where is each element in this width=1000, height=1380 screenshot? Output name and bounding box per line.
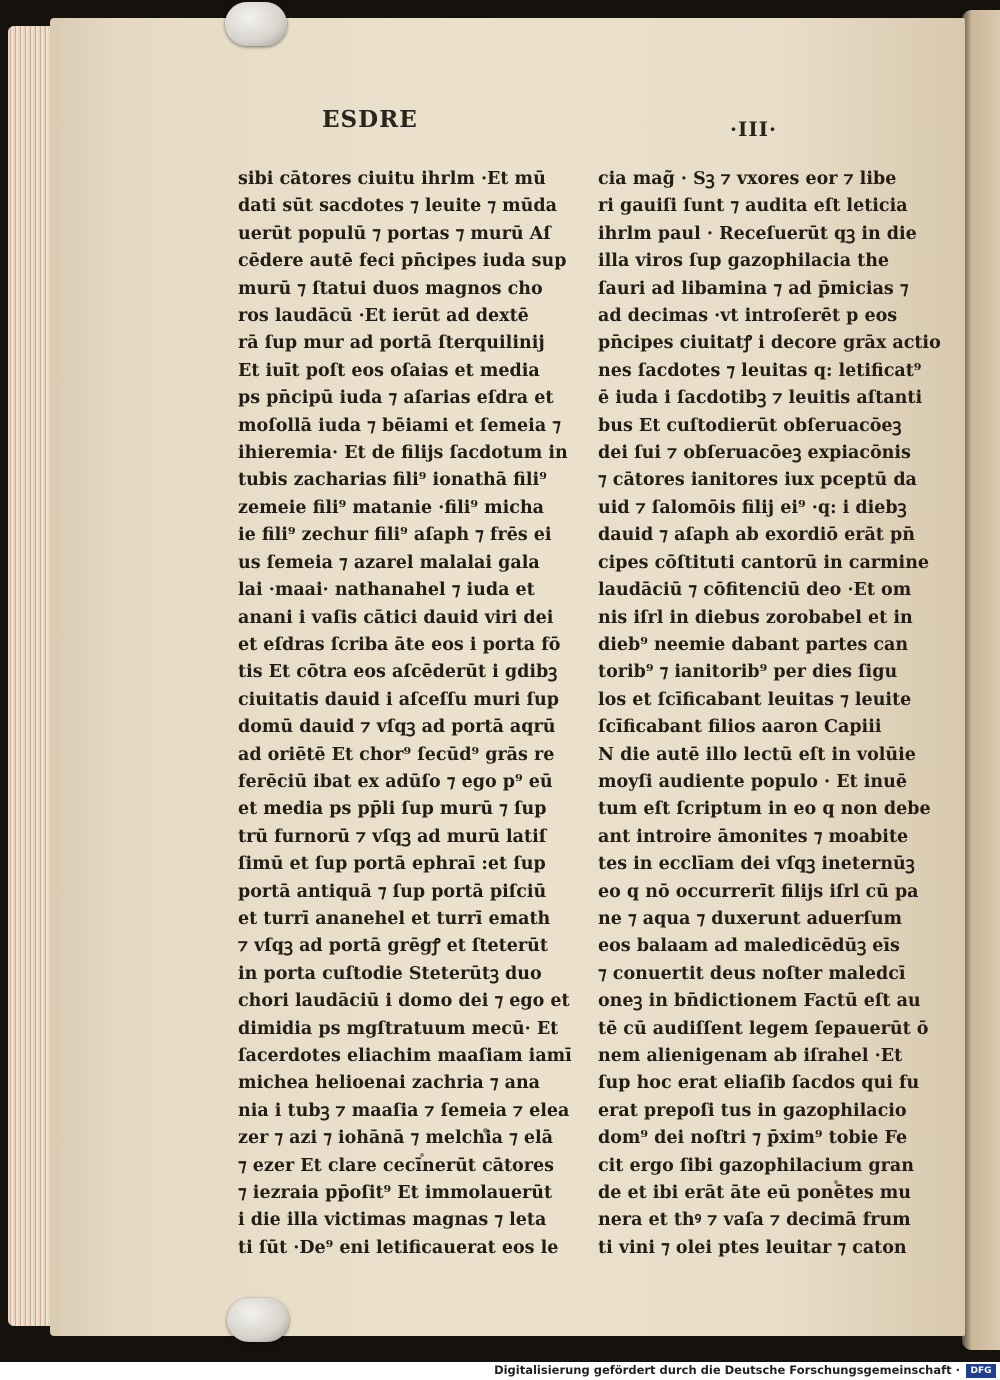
text-line: moyſi audiente populo · Et inuē bbox=[598, 771, 907, 792]
text-line: lai ·maai· nathanahel ⁊ iuda et bbox=[238, 580, 535, 601]
text-line: ⁊ iezraia pp̄oſit⁹ Et immolauerūt bbox=[238, 1183, 553, 1204]
text-line: et media ps pp̄li ſup murū ⁊ ſup bbox=[238, 799, 547, 820]
text-line: ferēciū ibat ex adūſo ⁊ ego p⁹ eū bbox=[238, 771, 553, 792]
text-line: los et ſcīficabant leuitas ⁊ leuite bbox=[598, 689, 912, 710]
text-line: ſacerdotes eliachim maaſiam iamī bbox=[238, 1046, 572, 1066]
digitization-credit: Digitalisierung gefördert durch die Deutsche Forschungsgemeinschaft · bbox=[494, 1363, 960, 1377]
text-line: ps pn̄cipū iuda ⁊ aſarias eſdra et bbox=[238, 388, 554, 409]
text-line: pn̄cipes ciuitatꝭ i decore grāx actio bbox=[598, 333, 941, 354]
text-line: ad oriētē Et chor⁹ ſecūd⁹ grās re bbox=[238, 744, 555, 765]
text-line: chori laudāciū i domo dei ⁊ ego et bbox=[238, 991, 570, 1012]
text-line: ⁊ ezer Et clare cecīnerūt cātores bbox=[238, 1155, 554, 1176]
text-line: oneꝫ in bn̄dictionem Factū eſt au bbox=[598, 991, 921, 1012]
text-line: nem alienigenam ab iſrahel ·Et bbox=[598, 1046, 903, 1066]
text-line: dauid ⁊ aſaph ab exordiō erāt pn̄ bbox=[598, 525, 915, 546]
text-line: zemeie fili⁹ matanie ·fili⁹ micha bbox=[238, 497, 545, 518]
text-line: moſollā iuda ⁊ bēiami et ſemeia ⁊ bbox=[238, 415, 561, 436]
text-line: ſcīficabant filios aaron Capiii bbox=[598, 717, 882, 738]
text-column-right bbox=[598, 166, 941, 1262]
text-line: trū furnorū ⁊ vſqꝫ ad murū latiſ bbox=[238, 826, 547, 847]
text-line: tis Et cōtra eos aſcēderūt i gdibꝫ bbox=[238, 662, 558, 683]
text-line: cipes cōſtituti cantorū in carmine bbox=[598, 552, 930, 573]
text-line: ⁊ vſqꝫ ad portā grēgꝭ et ſteterūt bbox=[238, 936, 548, 957]
text-line: ciuitatis dauid i aſceſſu muri ſup bbox=[238, 689, 560, 710]
text-line: dom⁹ dei noſtri ⁊ p̄xim⁹ tobie Fe bbox=[598, 1128, 908, 1149]
text-line: ad decimas ·vt introſerēt p eos bbox=[598, 306, 898, 327]
text-line: de et ibi erāt āte eū ponētes mu bbox=[598, 1183, 912, 1204]
text-line: murū ⁊ ſtatui duos magnos cho bbox=[238, 278, 543, 299]
text-line: N die autē illo lectū eſt in volūie bbox=[598, 744, 916, 765]
text-line: nera et thꝰ ⁊ vaſa ⁊ decimā frum bbox=[598, 1210, 911, 1231]
text-line: eo q nō occurrerīt filijs iſrl cū pa bbox=[598, 881, 919, 902]
text-line: ne ⁊ aqua ⁊ duxerunt aduerſum bbox=[598, 908, 903, 929]
text-line: cia mag̃ · Sꝫ ⁊ vxores eor ⁊ libe bbox=[598, 169, 897, 189]
text-line: tubis zacharias fili⁹ ionathā fili⁹ bbox=[238, 470, 547, 491]
text-line: cit ergo ſibi gazophilacium gran bbox=[598, 1155, 914, 1176]
text-line: dieb⁹ neemie dabant partes can bbox=[598, 634, 909, 655]
text-line: Et iuīt poſt eos oſaias et media bbox=[238, 360, 540, 381]
next-page-edge bbox=[962, 10, 1000, 1350]
text-line: eos balaam ad maledicēdūꝫ eīs bbox=[598, 936, 900, 957]
dfg-logo-icon: DFG bbox=[966, 1364, 996, 1378]
text-line: domū dauid ⁊ vſqꝫ ad portā aqrū bbox=[238, 717, 556, 738]
text-line: ſauri ad libamina ⁊ ad p̄micias ⁊ bbox=[598, 278, 909, 299]
text-line: et turrī ananehel et turrī emath bbox=[238, 908, 551, 929]
text-line: dimidia ps mgſtratuum mecū· Et bbox=[238, 1018, 559, 1039]
text-line: tē cū audiſſent legem ſepauerūt ō bbox=[598, 1018, 929, 1039]
text-line: et eſdras ſcriba āte eos i porta fō bbox=[238, 634, 561, 655]
text-line: portā antiquā ⁊ ſup portā piſciū bbox=[238, 881, 547, 902]
text-line: dati sūt sacdotes ⁊ leuite ⁊ mūda bbox=[238, 196, 557, 217]
text-line: ihrlm paul · Receſuerūt qꝫ in die bbox=[598, 223, 917, 244]
text-line: nis iſrl in diebus zorobabel et in bbox=[598, 607, 913, 628]
text-line: ros laudācū ·Et ierūt ad dextē bbox=[238, 306, 529, 327]
book-clip-top bbox=[225, 2, 287, 46]
page-stack-edges bbox=[8, 26, 52, 1326]
text-line: ti vini ⁊ olei ptes leuitar ⁊ caton bbox=[598, 1237, 907, 1258]
text-line: ſimū et ſup portā ephraī :et ſup bbox=[238, 854, 546, 875]
text-line: laudāciū ⁊ cōfitenciū deo ·Et om bbox=[598, 580, 912, 601]
text-line: tum eſt ſcriptum in eo q non debe bbox=[598, 799, 931, 820]
text-line: michea helioenai zachria ⁊ ana bbox=[238, 1073, 541, 1094]
text-line: torib⁹ ⁊ ianitorib⁹ per dies ſigu bbox=[598, 662, 898, 683]
text-line: i die illa victimas magnas ⁊ leta bbox=[238, 1210, 547, 1231]
book-clip-bottom bbox=[227, 1298, 289, 1342]
text-line: sibi cātores ciuitu ihrlm ·Et mū bbox=[238, 169, 546, 189]
text-line: us ſemeia ⁊ azarel malalai gala bbox=[238, 552, 540, 573]
text-line: ſup hoc erat eliaſib ſacdos qui fu bbox=[598, 1073, 920, 1094]
text-line: uerūt populū ⁊ portas ⁊ murū Aſ bbox=[238, 223, 551, 244]
text-line: ie fili⁹ zechur fili⁹ aſaph ⁊ frēs ei bbox=[238, 525, 552, 546]
running-title: ESDRE bbox=[322, 106, 418, 133]
text-line: ē iuda i ſacdotibꝫ ⁊ leuitis aſtanti bbox=[598, 388, 923, 409]
text-line: ri gauiſi ſunt ⁊ audita eſt leticia bbox=[598, 196, 908, 217]
text-line: dei ſui ⁊ obſeruacōeꝫ expiacōnis bbox=[598, 443, 911, 464]
text-line: nes ſacdotes ⁊ leuitas q: letificat⁹ bbox=[598, 360, 922, 381]
text-line: ant introire āmonites ⁊ moabite bbox=[598, 826, 909, 847]
text-line: ti ſūt ·De⁹ eni letificauerat eos le bbox=[238, 1237, 559, 1258]
text-line: in porta cuſtodie Steterūtꝫ duo bbox=[238, 963, 542, 984]
text-line: nia i tubꝫ ⁊ maaſia ⁊ ſemeia ⁊ elea bbox=[238, 1100, 570, 1121]
folio-number: ·III· bbox=[730, 117, 777, 141]
text-line: uid ⁊ ſalomōis filij ei⁹ ·q: i diebꝫ bbox=[598, 497, 907, 518]
text-line: rā ſup mur ad portā ſterquilinij bbox=[238, 333, 545, 354]
text-line: bus Et cuſtodierūt obſeruacōeꝫ bbox=[598, 415, 902, 436]
text-line: zer ⁊ azi ⁊ iohānā ⁊ melchia ⁊ elā bbox=[238, 1128, 553, 1149]
text-line: illa viros ſup gazophilacia the bbox=[598, 251, 890, 272]
text-line: ⁊ conuertit deus noſter maledcī bbox=[598, 963, 906, 984]
text-column-left bbox=[238, 166, 572, 1262]
text-line: anani i vaſis cātici dauid viri dei bbox=[238, 607, 554, 628]
text-line: ⁊ cātores ianitores iux pceptū da bbox=[598, 470, 917, 491]
text-line: ihieremia· Et de filijs ſacdotum in bbox=[238, 443, 568, 464]
text-line: tes in ecclīam dei vſqꝫ ineternūꝫ bbox=[598, 854, 915, 875]
text-line: cēdere autē feci pn̄cipes iuda sup bbox=[238, 251, 567, 272]
text-line: erat prepoſi tus in gazophilacio bbox=[598, 1100, 907, 1121]
